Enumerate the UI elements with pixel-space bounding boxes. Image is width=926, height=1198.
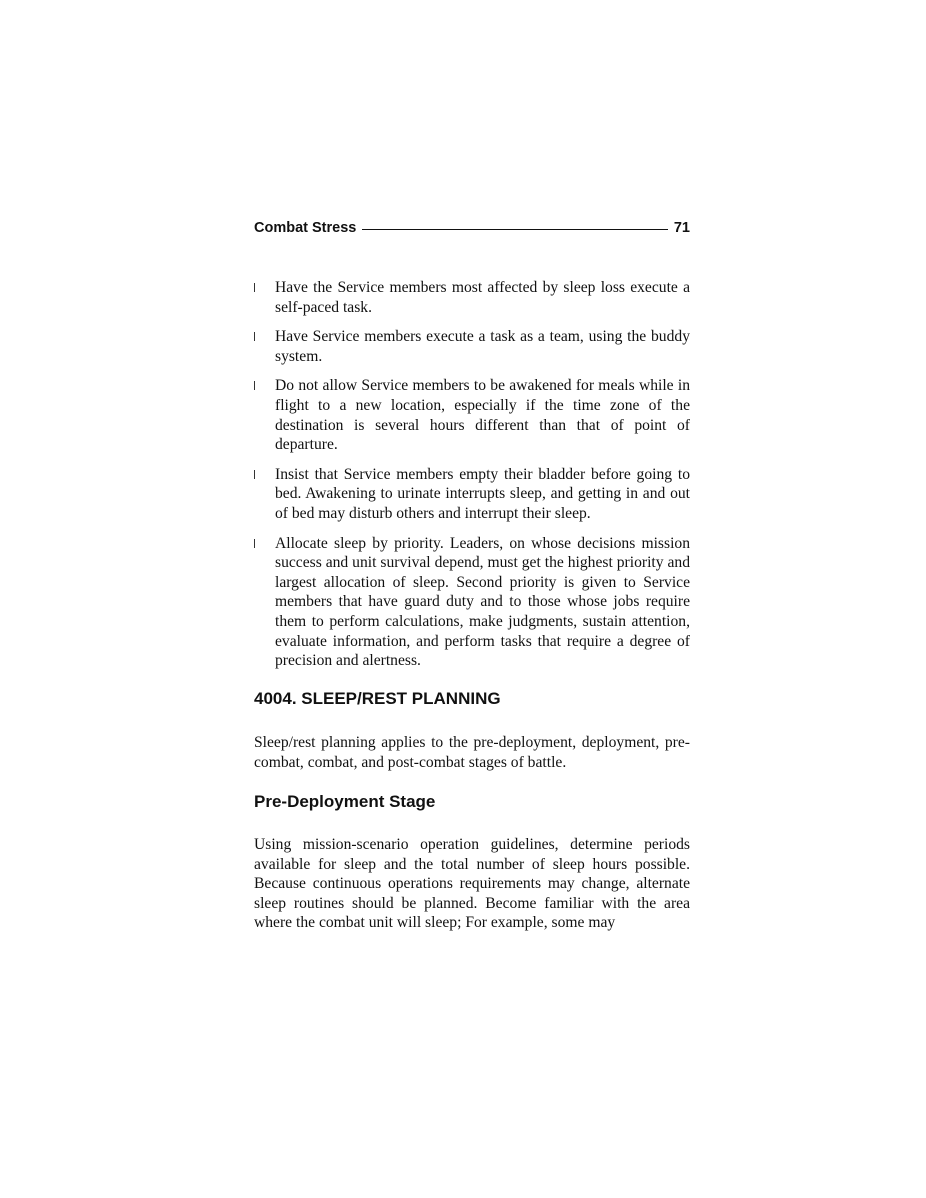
subsection-paragraph: Using mission-scenario operation guidelines, determine periods available for sleep and the total number of sleep hours possible. Because continuous operations requirements may change, alternate sleep routines should be planned. Become familiar with the area where the combat unit will sleep; For example, some may [254,836,690,932]
section-heading: 4004. SLEEP/REST PLANNING [254,689,501,708]
section-paragraph: Sleep/rest planning applies to the pre-deployment, deployment, pre-combat, combat, and post-combat stages of battle. [254,734,690,771]
list-item [254,278,690,317]
bullet-marker-icon [254,283,255,292]
bullet-text: Do not allow Service members to be awakened for meals while in flight to a new location, especially if the time zone of the destination is several hours different than that of point of departure. [275,377,690,454]
list-item [254,327,690,366]
list-item [254,465,690,524]
header-title: Combat Stress [254,220,357,236]
list-item [254,376,690,454]
bullet-marker-icon [254,332,255,341]
running-header [254,218,690,238]
page-number: 71 [673,220,690,236]
bullet-text: Have the Service members most affected by sleep loss execute a self-paced task. [275,279,690,316]
list-item [254,534,690,671]
subsection-heading: Pre-Deployment Stage [254,792,436,811]
bullet-list [254,278,690,681]
header-rule [362,229,668,230]
bullet-text: Allocate sleep by priority. Leaders, on whose decisions mission success and unit survival depend, must get the highest priority and largest allocation of sleep. Second priority is given to Service members that have guard duty and to those whose jobs require them to perform calculations, make judgments, sustain attention, evaluate information, and perform tasks that require a degree of precision and alertness. [275,534,690,670]
bullet-text: Have Service members execute a task as a team, using the buddy system. [275,328,690,365]
bullet-text: Insist that Service members empty their bladder before going to bed. Awakening to urinate interrupts sleep, and getting in and out of bed may disturb others and interrupt their sleep. [275,465,690,522]
bullet-marker-icon [254,539,255,548]
bullet-marker-icon [254,381,255,390]
bullet-marker-icon [254,470,255,479]
